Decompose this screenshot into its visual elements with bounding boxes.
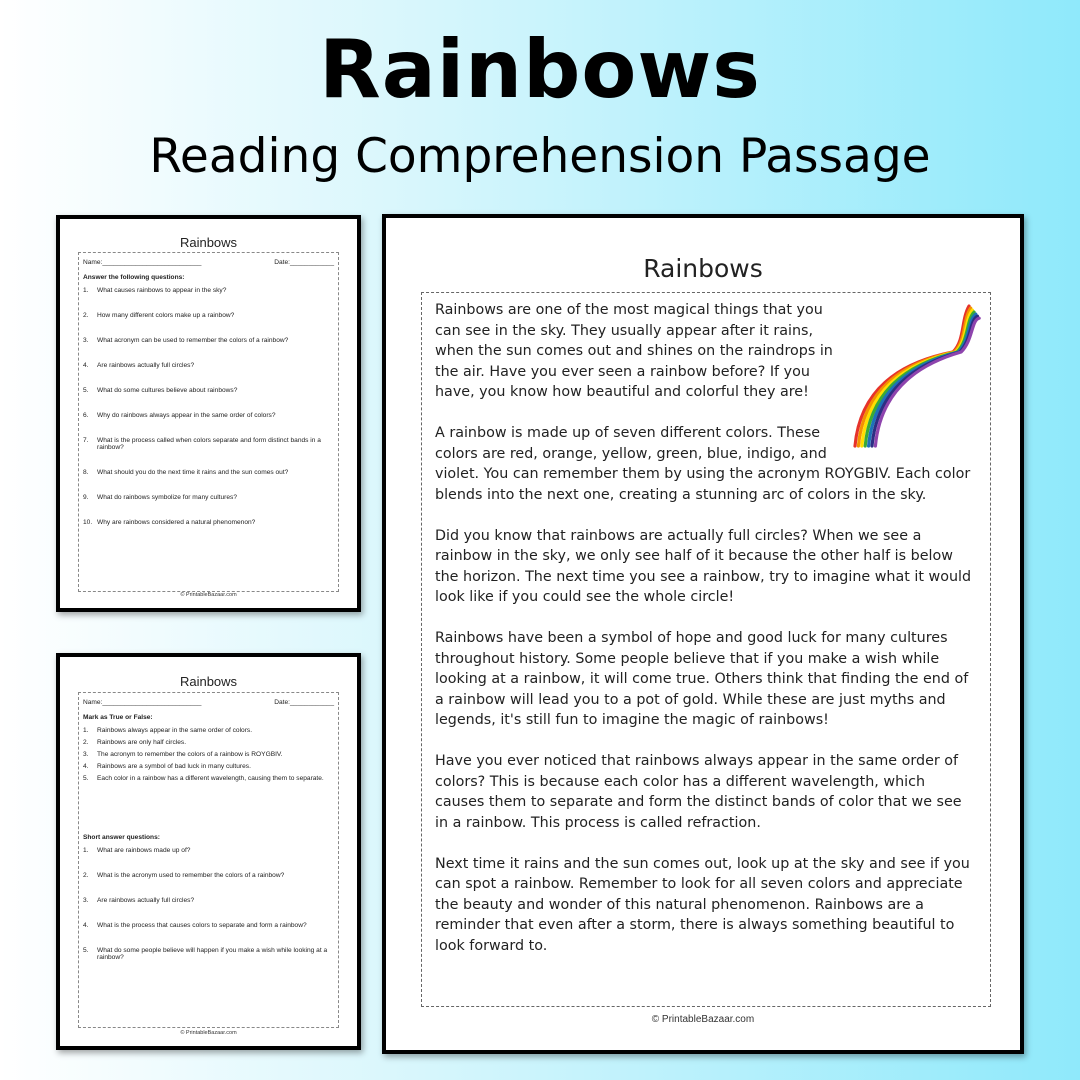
item-text: What is the acronym used to remember the colors of a rainbow?: [97, 872, 285, 879]
passage-paragraph: Next time it rains and the sun comes out, look up at the sky and see if you can spot a rainbow. Remember to look for all seven colors and appreciate the beauty and wonder of this natural phenomenon. Rainbows are a reminder that even after a storm, there is always something beautiful to look forward to.: [435, 855, 970, 954]
item-number: 1.: [83, 287, 89, 294]
short-answer-item: [83, 947, 334, 961]
item-number: 3.: [83, 897, 89, 904]
name-date-row: [83, 259, 334, 266]
item-number: 5.: [83, 775, 89, 782]
item-text: Rainbows are a symbol of bad luck in many cultures.: [97, 763, 251, 770]
item-number: 9.: [83, 494, 89, 501]
question-item: [83, 287, 334, 294]
date-field-label: Date:____________: [274, 699, 334, 706]
item-text: How many different colors make up a rainbow?: [97, 312, 235, 319]
passage-paragraph: Have you ever noticed that rainbows always appear in the same order of colors? This is because each color has a different wavelength, which causes them to separate and form the distinct bands of color that we see in a rainbow. This process is called refraction.: [435, 753, 962, 831]
true-false-worksheet-preview: [56, 653, 361, 1050]
section-heading: Answer the following questions:: [83, 274, 185, 281]
short-answer-item: [83, 847, 334, 854]
question-item: [83, 387, 334, 394]
page-subtitle: Reading Comprehension Passage: [149, 129, 931, 184]
item-number: 4.: [83, 922, 89, 929]
question-item: [83, 337, 334, 344]
name-date-row: [83, 699, 334, 706]
short-answer-item: [83, 897, 334, 904]
short-answer-list: [83, 847, 334, 961]
item-text: What causes rainbows to appear in the sky?: [97, 287, 227, 294]
item-number: 7.: [83, 437, 89, 444]
item-text: What are rainbows made up of?: [97, 847, 191, 854]
true-false-list: [83, 727, 334, 782]
rainbow-illustration-icon: [843, 300, 983, 448]
worksheet-content-box: [78, 252, 339, 592]
item-number: 4.: [83, 763, 89, 770]
passage-footer: © PrintableBazaar.com: [651, 1014, 755, 1025]
item-text: What is the process that causes colors to separate and form a rainbow?: [97, 922, 307, 929]
item-text: What acronym can be used to remember the colors of a rainbow?: [97, 337, 289, 344]
true-false-heading: Mark as True or False:: [83, 714, 153, 721]
true-false-item: [83, 751, 334, 758]
passage-paragraph: Rainbows have been a symbol of hope and good luck for many cultures throughout history. Some people believe that if you make a wish while looking at a rainbow, it will come true. Others think that finding the end of a rainbow will lead you to a pot of gold. While these are just myths and legends, it's still fun to imagine the magic of rainbows!: [435, 630, 969, 728]
item-text: What do some people believe will happen if you make a wish while looking at a rainbow?: [97, 947, 328, 961]
passage-paragraph: Rainbows are one of the most magical things that you can see in the sky. They usually appear after it rains, when the sun comes out and shines on the raindrops in the air. Have you ever seen a rainbow before? If you have, you know how beautiful and colorful they are!: [435, 302, 833, 400]
item-number: 3.: [83, 337, 89, 344]
rainbow-band: [869, 314, 976, 446]
item-text: What do rainbows symbolize for many cultures?: [97, 494, 237, 501]
item-number: 1.: [83, 847, 89, 854]
item-text: Each color in a rainbow has a different wavelength, causing them to separate.: [97, 775, 324, 782]
item-number: 8.: [83, 469, 89, 476]
question-item: [83, 437, 334, 451]
question-item: [83, 412, 334, 419]
true-false-item: [83, 763, 334, 770]
page-title: Rainbows: [319, 23, 761, 116]
short-answer-item: [83, 872, 334, 879]
item-text: Are rainbows actually full circles?: [97, 362, 195, 369]
question-item: [83, 519, 334, 526]
date-field-label: Date:____________: [274, 259, 334, 266]
true-false-item: [83, 727, 334, 734]
short-answer-heading: Short answer questions:: [83, 834, 160, 841]
passage-paragraph: A rainbow is made up of seven different colors. These colors are red, orange, yellow, green, blue, indigo, and violet. You can remember them by using the acronym ROYGBIV. Each color blends into the next one, creating a stunning arc of colors in the sky.: [435, 425, 971, 503]
question-item: [83, 362, 334, 369]
item-text: What do some cultures believe about rainbows?: [97, 387, 238, 394]
item-text: Rainbows are only half circles.: [97, 739, 187, 746]
item-number: 2.: [83, 872, 89, 879]
item-text: The acronym to remember the colors of a rainbow is ROYGBIV.: [97, 751, 283, 758]
passage-page: [382, 214, 1024, 1054]
passage-paragraph: Did you know that rainbows are actually full circles? When we see a rainbow in the sky, we only see half of it because the other half is below the horizon. The next time you see a rainbow, try to imagine what it would look like if you could see the whole circle!: [435, 527, 972, 605]
worksheet-footer: © PrintableBazaar.com: [180, 592, 237, 598]
item-number: 5.: [83, 947, 89, 954]
item-number: 2.: [83, 739, 89, 746]
question-list: [83, 287, 334, 526]
worksheet-title: Rainbows: [179, 235, 238, 250]
worksheet-content-box: [78, 692, 339, 1028]
item-number: 6.: [83, 412, 89, 419]
item-text: Why do rainbows always appear in the same order of colors?: [97, 412, 276, 419]
item-number: 4.: [83, 362, 89, 369]
name-field-label: Name:___________________________: [83, 699, 202, 706]
question-item: [83, 312, 334, 319]
worksheet-footer: © PrintableBazaar.com: [180, 1030, 237, 1036]
questions-worksheet-preview: [56, 215, 361, 612]
item-number: 1.: [83, 727, 89, 734]
item-number: 2.: [83, 312, 89, 319]
passage-title: Rainbows: [643, 254, 763, 283]
short-answer-item: [83, 922, 334, 929]
true-false-item: [83, 775, 334, 782]
item-text: Rainbows always appear in the same order of colors.: [97, 727, 253, 734]
true-false-item: [83, 739, 334, 746]
item-number: 10.: [83, 519, 93, 526]
rainbow-band: [865, 312, 974, 446]
question-item: [83, 469, 334, 476]
passage-content-box: [421, 292, 991, 1007]
item-text: What should you do the next time it rains and the sun comes out?: [97, 469, 289, 476]
item-text: Why are rainbows considered a natural phenomenon?: [97, 519, 256, 526]
item-number: 3.: [83, 751, 89, 758]
item-text: What is the process called when colors separate and form distinct bands in a rainbow?: [97, 437, 321, 451]
name-field-label: Name:___________________________: [83, 259, 202, 266]
item-number: 5.: [83, 387, 89, 394]
worksheet-title: Rainbows: [179, 674, 238, 689]
question-item: [83, 494, 334, 501]
item-text: Are rainbows actually full circles?: [97, 897, 195, 904]
